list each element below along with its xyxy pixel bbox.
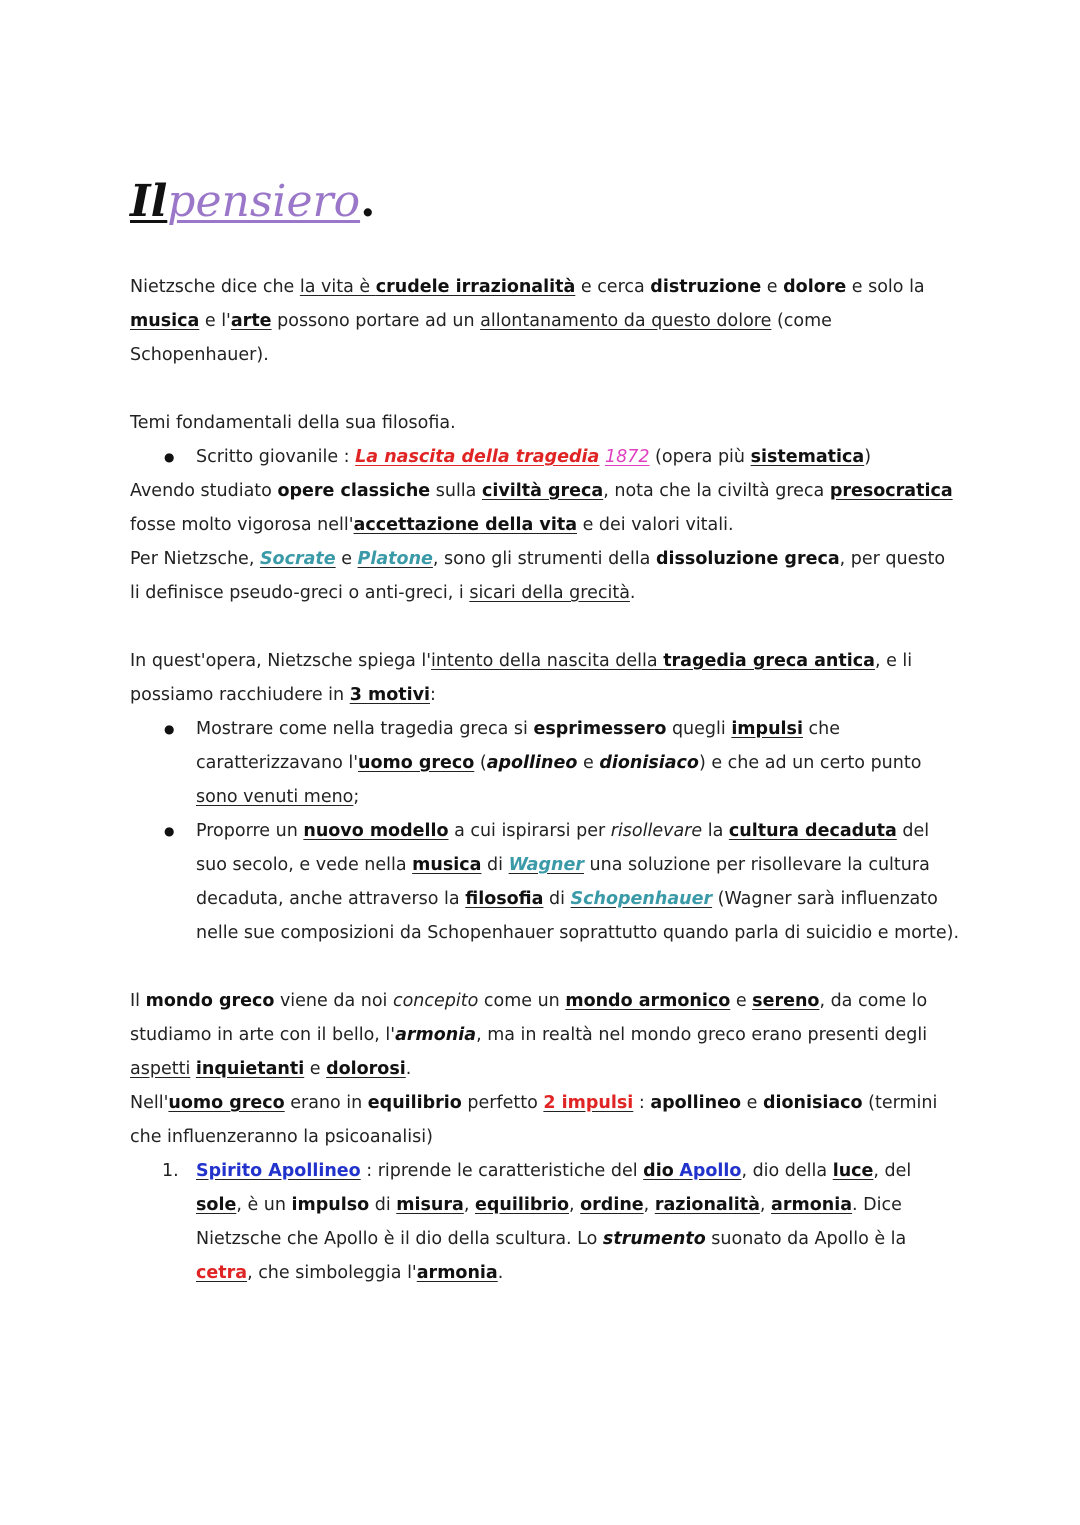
bullet-list-motivi bbox=[130, 712, 960, 950]
paragraph-intro: Nietzsche dice che la vita è crudele irrazionalità e cerca distruzione e dolore e solo la musica e l'arte possono portare ad un allontanamento da questo dolore (come Schopenhauer). bbox=[130, 277, 925, 365]
paragraph-intento: In quest'opera, Nietzsche spiega l'intento della nascita della tragedia greca antica, e li possiamo racchiudere in 3 motivi: bbox=[130, 651, 913, 705]
paragraph-temi-heading: Temi fondamentali della sua filosofia. bbox=[130, 413, 456, 433]
list-item: ● Mostrare come nella tragedia greca si esprimessero quegli impulsi che caratterizzavano l'uomo greco (apollineo e dionisiaco) e che ad un certo punto sono venuti meno; bbox=[130, 712, 960, 814]
bullet-list-scritto bbox=[130, 440, 960, 474]
page-title bbox=[130, 172, 375, 232]
document-body bbox=[130, 270, 960, 1290]
paragraph-socrate: Per Nietzsche, Socrate e Platone, sono gli strumenti della dissoluzione greca, per questo li definisce pseudo-greci o anti-greci, i sicari della grecità. bbox=[130, 549, 946, 603]
list-item: 1. Spirito Apollineo : riprende le caratteristiche del dio Apollo, dio della luce, del sole, è un impulso di misura, equilibrio, ordine, razionalità, armonia. Dice Nietzsche che Apollo è il dio della scultura. Lo strumento suonato da Apollo è la cetra, che simboleggia l'armonia. bbox=[162, 1161, 912, 1283]
paragraph-civilta: Avendo studiato opere classiche sulla civiltà greca, nota che la civiltà greca presocratica fosse molto vigorosa nell'accettazione della vita e dei valori vitali. bbox=[130, 481, 953, 535]
paragraph-mondo-greco: Il mondo greco viene da noi concepito come un mondo armonico e sereno, da come lo studiamo in arte con il bello, l'armonia, ma in realtà nel mondo greco erano presenti degli aspetti inquietanti e dolorosi. bbox=[130, 991, 928, 1079]
numbered-list bbox=[130, 1154, 960, 1290]
title-part-il: Il bbox=[130, 176, 168, 227]
paragraph-impulsi: Nell'uomo greco erano in equilibrio perfetto 2 impulsi : apollineo e dionisiaco (termini che influenzeranno la psicoanalisi) bbox=[130, 1093, 938, 1147]
title-part-pensiero: pensiero bbox=[167, 176, 361, 227]
list-item: ● Scritto giovanile : La nascita della tragedia 1872 (opera più sistematica) bbox=[130, 440, 960, 474]
list-item: ● Proporre un nuovo modello a cui ispirarsi per risollevare la cultura decaduta del suo secolo, e vede nella musica di Wagner una soluzione per risollevare la cultura decaduta, anche attraverso la filosofia di Schopenhauer (Wagner sarà influenzato nelle sue composizioni da Schopenhauer soprattutto quando parla di suicidio e morte). bbox=[130, 814, 960, 950]
title-period: . bbox=[360, 176, 376, 227]
